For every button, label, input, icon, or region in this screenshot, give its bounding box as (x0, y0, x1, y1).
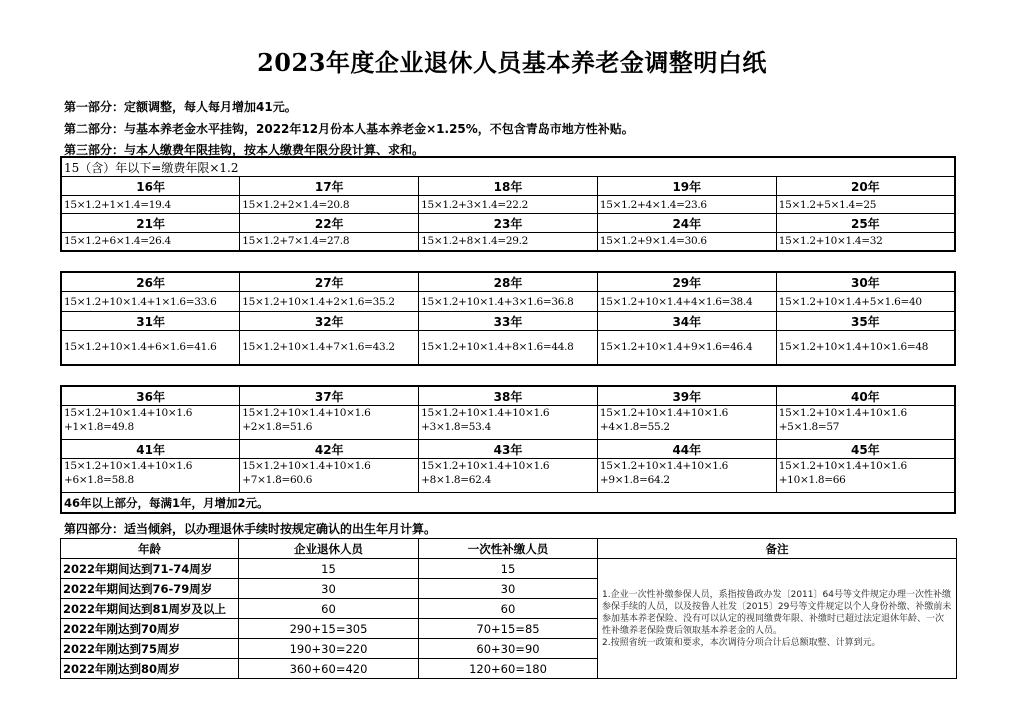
year-label: 22年 (240, 214, 419, 233)
year-label: 37年 (240, 386, 419, 406)
year-label: 39年 (597, 386, 776, 406)
part4-text: 第四部分：适当倾斜，以办理退休手续时按规定确认的出生年月计算。 (64, 522, 437, 536)
year-label: 45年 (776, 440, 955, 459)
formula-cell: 15×1.2+10×1.4+10×1.6=48 (776, 331, 955, 365)
year-label: 36年 (61, 386, 240, 406)
formula-cell: 15×1.2+10×1.4+6×1.6=41.6 (61, 331, 240, 365)
formula-cell: 15×1.2+10×1.4=32 (776, 233, 955, 251)
formula-cell: 15×1.2+10×1.4+2×1.6=35.2 (240, 292, 419, 312)
year-label: 42年 (240, 440, 419, 459)
col-header-one-time: 一次性补缴人员 (419, 539, 598, 559)
enterprise-value: 30 (239, 579, 419, 599)
one-time-value: 60 (419, 599, 598, 619)
year-label: 19年 (597, 177, 776, 196)
age-cell: 2022年期间达到71-74周岁 (61, 559, 239, 579)
enterprise-value: 360+60=420 (239, 659, 419, 679)
formula-line: 15×1.2+10×1.4+10×1.6 (421, 407, 550, 419)
table-years-26-35 (60, 271, 956, 366)
age-cell: 2022年期间达到76-79周岁 (61, 579, 239, 599)
year-label: 20年 (776, 177, 955, 196)
year-label: 31年 (61, 312, 240, 331)
formula-cell (597, 459, 776, 493)
formula-line: 15×1.2+10×1.4+10×1.6 (242, 460, 371, 472)
formula-cell (61, 459, 240, 493)
formula-line: 15×1.2+10×1.4+10×1.6 (599, 407, 729, 419)
year-label: 30年 (776, 272, 955, 292)
year-label: 41年 (61, 440, 240, 459)
formula-cell: 15×1.2+8×1.4=29.2 (419, 233, 598, 251)
year-label: 33年 (419, 312, 598, 331)
formula-cell: 15×1.2+10×1.4+3×1.6=36.8 (419, 292, 598, 312)
formula-line: +4×1.8=55.2 (599, 421, 670, 433)
formula-cell: 15×1.2+9×1.4=30.6 (597, 233, 776, 251)
one-time-value: 15 (419, 559, 598, 579)
formula-cell: 15×1.2+10×1.4+5×1.6=40 (776, 292, 955, 312)
table-row (61, 559, 957, 579)
formula-cell: 15×1.2+10×1.4+9×1.6=46.4 (597, 331, 776, 365)
formula-cell (776, 459, 955, 493)
remark-note-1: 1.企业一次性补缴参保人员，系指按鲁政办发〔2011〕64号等文件规定办理一次性补缴参保手续的人员，以及按鲁人社发〔2015〕29号等文件规定以个人身份补缴、补缴前未参加基本养老保险、没有可以认定的视同缴费年限、补缴时已超过法定退休年龄、一次性补缴养老保险费后领取基本养老金的人员。 (602, 589, 952, 636)
formula-line: +2×1.8=51.6 (242, 421, 313, 433)
formula-line: 15×1.2+10×1.4+10×1.6 (64, 460, 193, 472)
year-label: 17年 (240, 177, 419, 196)
formula-cell: 15×1.2+10×1.4+8×1.6=44.8 (419, 331, 598, 365)
year-label: 28年 (419, 272, 598, 292)
formula-line: +6×1.8=58.8 (64, 474, 134, 486)
table-years-16-25 (60, 156, 956, 252)
year-label: 44年 (597, 440, 776, 459)
year-label: 38年 (419, 386, 598, 406)
age-cell: 2022年刚达到80周岁 (61, 659, 239, 679)
year-label: 35年 (776, 312, 955, 331)
part1-text: 第一部分：定额调整，每人每月增加41元。 (64, 100, 297, 114)
year-label: 16年 (61, 177, 240, 196)
page-title: 2023年度企业退休人员基本养老金调整明白纸 (257, 48, 767, 77)
formula-cell: 15×1.2+10×1.4+4×1.6=38.4 (597, 292, 776, 312)
year-label: 27年 (240, 272, 419, 292)
year-label: 18年 (419, 177, 598, 196)
formula-cell: 15×1.2+7×1.4=27.8 (240, 233, 419, 251)
year-label: 26年 (61, 272, 240, 292)
enterprise-value: 15 (239, 559, 419, 579)
table1-header: 15（含）年以下=缴费年限×1.2 (61, 157, 955, 177)
year-label: 25年 (776, 214, 955, 233)
enterprise-value: 60 (239, 599, 419, 619)
part3-text: 第三部分：与本人缴费年限挂钩，按本人缴费年限分段计算、求和。 (64, 143, 425, 157)
formula-cell (240, 459, 419, 493)
formula-cell (61, 406, 240, 440)
age-cell: 2022年刚达到70周岁 (61, 619, 239, 639)
formula-cell (419, 406, 598, 440)
formula-line: 15×1.2+10×1.4+10×1.6 (242, 407, 371, 419)
year-label: 34年 (597, 312, 776, 331)
formula-cell: 15×1.2+6×1.4=26.4 (61, 233, 240, 251)
one-time-value: 120+60=180 (419, 659, 598, 679)
formula-line: +10×1.8=66 (778, 474, 846, 486)
formula-line: 15×1.2+10×1.4+10×1.6 (599, 460, 729, 472)
formula-line: 15×1.2+10×1.4+10×1.6 (421, 460, 550, 472)
table-years-36-45 (60, 385, 956, 514)
formula-cell: 15×1.2+2×1.4=20.8 (240, 196, 419, 214)
formula-cell (419, 459, 598, 493)
year-label: 24年 (597, 214, 776, 233)
formula-line: +1×1.8=49.8 (64, 421, 134, 433)
formula-cell (776, 406, 955, 440)
age-cell: 2022年刚达到75周岁 (61, 639, 239, 659)
one-time-value: 70+15=85 (419, 619, 598, 639)
enterprise-value: 190+30=220 (239, 639, 419, 659)
one-time-value: 30 (419, 579, 598, 599)
one-time-value: 60+30=90 (419, 639, 598, 659)
formula-line: 15×1.2+10×1.4+10×1.6 (64, 407, 193, 419)
formula-line: +7×1.8=60.6 (242, 474, 313, 486)
formula-cell: 15×1.2+1×1.4=19.4 (61, 196, 240, 214)
formula-line: +8×1.8=62.4 (421, 474, 491, 486)
year-label: 32年 (240, 312, 419, 331)
formula-cell: 15×1.2+4×1.4=23.6 (597, 196, 776, 214)
formula-cell: 15×1.2+5×1.4=25 (776, 196, 955, 214)
formula-line: +9×1.8=64.2 (599, 474, 670, 486)
age-cell: 2022年期间达到81周岁及以上 (61, 599, 239, 619)
enterprise-value: 290+15=305 (239, 619, 419, 639)
formula-line: +5×1.8=57 (778, 421, 840, 433)
year-label: 23年 (419, 214, 598, 233)
part4-table (60, 538, 957, 679)
year-label: 43年 (419, 440, 598, 459)
col-header-age: 年龄 (61, 539, 239, 559)
col-header-enterprise: 企业退休人员 (239, 539, 419, 559)
part2-text: 第二部分：与基本养老金水平挂钩，2022年12月份本人基本养老金×1.25%，不包含青岛市地方性补贴。 (64, 122, 634, 136)
formula-line: +3×1.8=53.4 (421, 421, 491, 433)
formula-cell (240, 406, 419, 440)
formula-cell: 15×1.2+10×1.4+1×1.6=33.6 (61, 292, 240, 312)
col-header-remarks: 备注 (598, 539, 957, 559)
formula-cell: 15×1.2+3×1.4=22.2 (419, 196, 598, 214)
table3-footer: 46年以上部分，每满1年，月增加2元。 (61, 493, 955, 514)
year-label: 40年 (776, 386, 955, 406)
formula-cell (597, 406, 776, 440)
year-label: 29年 (597, 272, 776, 292)
formula-line: 15×1.2+10×1.4+10×1.6 (778, 407, 907, 419)
remarks-cell (598, 559, 957, 679)
formula-line: 15×1.2+10×1.4+10×1.6 (778, 460, 907, 472)
year-label: 21年 (61, 214, 240, 233)
remark-note-2: 2.按照省统一政策和要求，本次调待分项合计后总额取整、计算到元。 (602, 637, 881, 648)
formula-cell: 15×1.2+10×1.4+7×1.6=43.2 (240, 331, 419, 365)
